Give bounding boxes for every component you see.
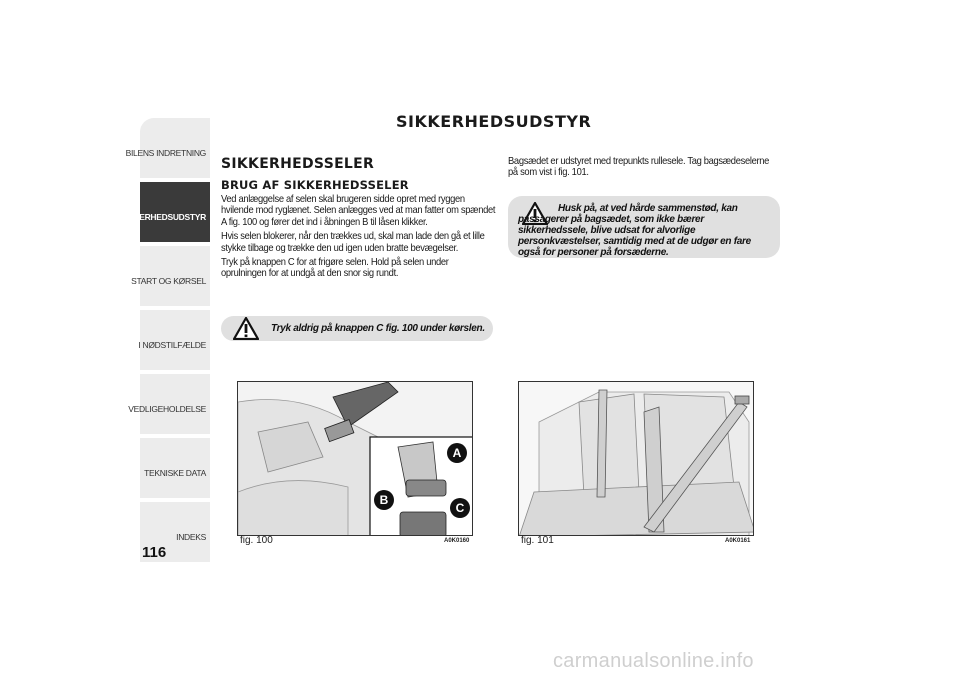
rear-seatbelts-illustration <box>519 382 754 536</box>
tab-vedligeholdelse[interactable] <box>128 374 210 434</box>
right-column <box>508 156 780 182</box>
tab-start-og-korsel[interactable] <box>131 246 210 306</box>
page-title: SIKKERHEDSUDSTYR <box>396 112 592 131</box>
callout-b: B <box>379 493 389 507</box>
paragraph: Ved anlæggelse af selen skal brugeren sidde opret med ryggen hvilende mod ryglænet. Selen anlægges ved at man fatter om spændet A fig. 100 og fører det ind i åbningen B til låsen klikker. <box>221 194 496 228</box>
warning-text: Husk på, at ved hårde sammenstød, kan passagerer på bagsædet, som ikke bærer sikkerhedssele, blive udsat for alvorlige personkvæstelser, samtidig med at de udgør en fare også for personer på forsæderne. <box>518 203 751 258</box>
tab-label: BILENS INDRETNING <box>125 148 206 158</box>
figure-100-image <box>237 381 473 536</box>
paragraph: Bagsædet er udstyret med trepunkts rullesele. Tag bagsædeselerne på som vist i fig. 101. <box>508 156 770 179</box>
tab-label: I NØDSTILFÆLDE <box>138 340 206 350</box>
figure-caption: fig. 101 <box>521 535 554 546</box>
section-heading: SIKKERHEDSSELER <box>221 156 375 172</box>
warning-triangle-icon <box>233 317 259 340</box>
tab-tekniske-data[interactable] <box>140 438 210 498</box>
tab-bilens-indretning[interactable] <box>125 118 210 178</box>
figure-code: A0K0160 <box>444 538 470 544</box>
subsection-heading: BRUG AF SIKKERHEDSSELER <box>221 178 409 192</box>
tab-label: SIKKERHEDSUDSTYR <box>120 212 206 222</box>
page-number: 116 <box>142 544 167 561</box>
callout-a: A <box>452 446 462 460</box>
tab-i-nodstilfaelde[interactable] <box>140 310 210 370</box>
tab-label: VEDLIGEHOLDELSE <box>128 404 206 414</box>
tab-label: START OG KØRSEL <box>131 276 206 286</box>
callout-c: C <box>455 501 465 515</box>
seatbelt-buckle-illustration <box>238 382 473 536</box>
warning-box <box>221 316 493 341</box>
warning-box <box>508 196 780 258</box>
tab-sikkerhedsudstyr[interactable] <box>120 182 210 242</box>
figure-101-image <box>518 381 754 536</box>
paragraph: Tryk på knappen C for at frigøre selen. Hold på selen under oprulningen for at undgå at den snor sig rundt. <box>221 257 449 280</box>
figure-code: A0K0161 <box>725 538 751 544</box>
tab-label: INDEKS <box>176 532 206 542</box>
watermark: carmanualsonline.info <box>553 650 754 672</box>
left-column <box>221 156 495 283</box>
figure-caption: fig. 100 <box>240 535 273 546</box>
paragraph: Hvis selen blokerer, når den trækkes ud, skal man lade den gå et lille stykke tilbage og trække den ud igen uden bratte bevægelser. <box>221 231 485 254</box>
warning-text: Tryk aldrig på knappen C fig. 100 under kørslen. <box>271 323 485 334</box>
section-tabs <box>120 118 210 566</box>
tab-label: TEKNISKE DATA <box>144 468 206 478</box>
